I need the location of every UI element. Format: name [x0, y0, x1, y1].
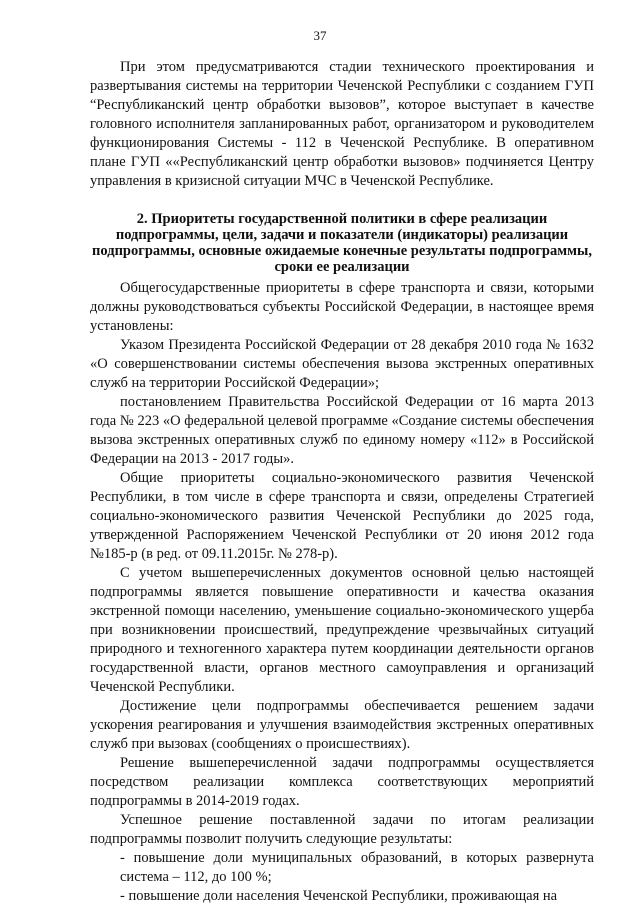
section-heading: 2. Приоритеты государственной политики в сфере реализации подпрограммы, цели, задачи и показатели (индикаторы) реализации подпрограммы, основные ожидаемые конечные результаты подпрограммы, сроки ее реализации: [92, 211, 592, 275]
page-number: 37: [313, 28, 327, 43]
paragraph-decree: Указом Президента Российской Федерации от 28 декабря 2010 года № 1632 «О совершенствовании системы обеспечения вызова экстренных оперативных служб на территории Российской Федерации»;: [90, 337, 594, 391]
paragraph-results-intro: Успешное решение поставленной задачи по итогам реализации подпрограммы позволит получить следующие результаты:: [90, 812, 594, 847]
intro-paragraph: При этом предусматриваются стадии технического проектирования и развертывания системы на территории Чеченской Республики с созданием ГУП “Республиканский центр обработки вызовов”, которое выступает в качестве головного исполнителя запланированных работ, организатором и руководителем функционирования Системы - 112 в Чеченской Республике. В оперативном плане ГУП ««Республиканский центр обработки вызовов» подчиняется Центру управления в кризисной ситуации МЧС в Чеченской Республике.: [90, 59, 594, 189]
result-item-population: - повышение доли населения Чеченской Республики, проживающая на: [120, 888, 558, 904]
paragraph-solution: Решение вышеперечисленной задачи подпрограммы осуществляется посредством реализации комплекса соответствующих мероприятий подпрограммы в 2014-2019 годах.: [90, 755, 594, 809]
paragraph-resolution: постановлением Правительства Российской Федерации от 16 марта 2013 года № 223 «О федеральной целевой программе «Создание системы обеспечения вызова экстренных оперативных служб по единому номеру «112» в Российской Федерации на 2013 - 2017 годы».: [90, 394, 594, 467]
result-item-municipal: - повышение доли муниципальных образований, в которых развернута система – 112, до 100 %;: [120, 850, 594, 885]
paragraph-task: Достижение цели подпрограммы обеспечивается решением задачи ускорения реагирования и улучшения взаимодействия экстренных оперативных служб при вызовах (сообщениях о происшествиях).: [90, 698, 594, 752]
paragraph-goal: С учетом вышеперечисленных документов основной целью настоящей подпрограммы является повышение оперативности и качества оказания экстренной помощи населению, уменьшение социально-экономического ущерба при возникновении происшествий, предупреждение чрезвычайных ситуаций природного и техногенного характера путем координации деятельности органов государственной власти, органов местного самоуправления и организаций Чеченской Республики.: [90, 565, 594, 695]
paragraph-priorities: Общегосударственные приоритеты в сфере транспорта и связи, которыми должны руководствоваться субъекты Российской Федерации, в настоящее время установлены:: [90, 280, 594, 334]
paragraph-strategy: Общие приоритеты социально-экономического развития Чеченской Республики, в том числе в сфере транспорта и связи, определены Стратегией социально-экономического развития Чеченской Республики до 2025 года, утвержденной Распоряжением Чеченской Республики от 20 июня 2012 года №185-р (в ред. от 09.11.2015г. № 278-р).: [90, 470, 594, 562]
document-body: [90, 58, 594, 906]
